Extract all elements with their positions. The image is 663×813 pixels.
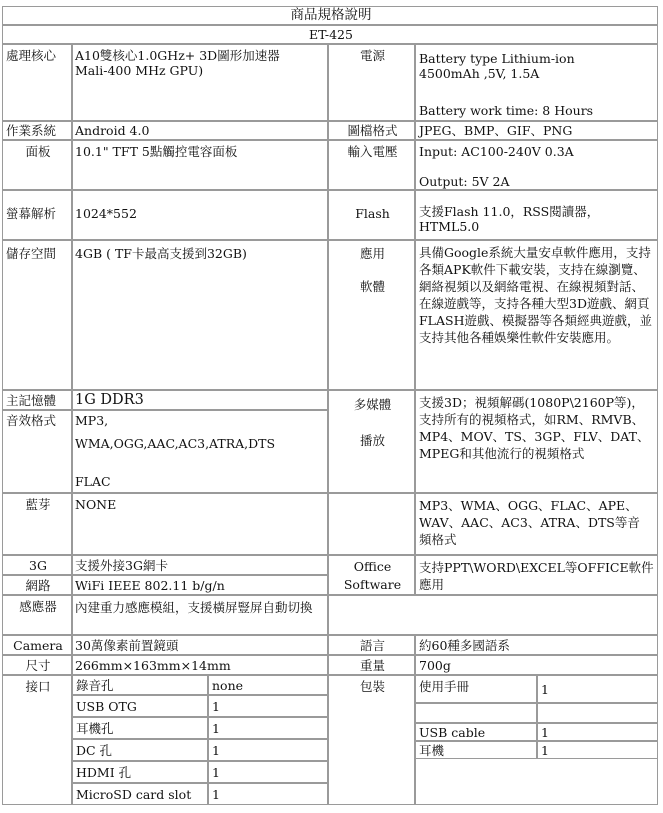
g3-value: 支援外接3G網卡: [75, 558, 168, 573]
office-label-1: Office: [353, 559, 392, 574]
audio-format-label-cell: [2, 410, 72, 493]
memory-value: 1G DDR3: [75, 392, 144, 408]
apps-label-1: 應用: [359, 246, 385, 261]
bluetooth-value-cell: [72, 493, 328, 555]
os-value-cell: [72, 121, 328, 140]
sensor-right-empty: [328, 595, 658, 635]
camera-label: Camera: [13, 638, 63, 653]
sensor-label-cell: [2, 595, 72, 635]
package-name-cell: [415, 741, 537, 759]
port-name: DC 孔: [76, 743, 113, 758]
panel-value-cell: [72, 140, 328, 190]
image-format-value-cell: [415, 121, 658, 140]
panel-label: 面板: [25, 144, 51, 159]
input-voltage-input: Input: AC100-240V 0.3A: [419, 144, 574, 159]
flash-label: Flash: [355, 206, 390, 221]
port-qty-cell: [208, 739, 328, 761]
language-label: 語言: [359, 638, 385, 653]
port-name: 耳機孔: [76, 721, 114, 736]
sensor-label: 感應器: [19, 599, 57, 614]
port-qty-cell: [208, 717, 328, 739]
package-name-cell: [415, 723, 537, 741]
cpu-value-cell: [72, 44, 328, 121]
model-number: ET-425: [309, 27, 353, 42]
memory-label-cell: [2, 390, 72, 410]
package-qty-cell: [537, 703, 658, 723]
multimedia-label-1: 多媒體: [353, 397, 392, 412]
language-value-cell: [415, 635, 658, 655]
sensor-value: 內建重力感應模組，支援橫屏豎屏自動切換: [75, 600, 313, 615]
image-format-value: JPEG、BMP、GIF、PNG: [419, 123, 573, 138]
package-qty-cell: [537, 723, 658, 741]
package-name-cell: [415, 675, 537, 703]
package-item-qty: 1: [541, 725, 549, 740]
resolution-label: 螢幕解析: [6, 206, 57, 221]
multimedia-audio-cell: [415, 493, 658, 555]
size-label: 尺寸: [25, 658, 51, 673]
port-name-cell: [72, 761, 208, 783]
package-label: 包裝: [359, 679, 385, 694]
ports-label: 接口: [25, 679, 51, 694]
bluetooth-label-cell: [2, 493, 72, 555]
bluetooth-value: NONE: [75, 497, 117, 512]
flash-value-cell: [415, 190, 658, 240]
os-label-cell: [2, 121, 72, 140]
language-label-cell: [328, 635, 415, 655]
audio-format-value-1: MP3,: [75, 413, 109, 428]
package-item-name: 使用手冊: [419, 679, 470, 694]
port-qty: none: [212, 678, 244, 693]
size-label-cell: [2, 655, 72, 675]
port-name-cell: [72, 695, 208, 717]
port-qty: 1: [212, 787, 220, 802]
storage-label-cell: [2, 240, 72, 390]
camera-value-cell: [72, 635, 328, 655]
port-qty-cell: [208, 695, 328, 717]
package-item-qty: 1: [541, 682, 549, 697]
g3-label-cell: [2, 555, 72, 575]
resolution-value: 1024*552: [75, 206, 137, 221]
sensor-value-cell: [72, 595, 328, 635]
port-name: MicroSD card slot: [76, 787, 192, 802]
power-label-cell: [328, 44, 415, 121]
port-name: HDMI 孔: [76, 765, 132, 780]
apps-value-cell: [415, 240, 658, 390]
port-qty-cell: [208, 783, 328, 805]
g3-label: 3G: [29, 558, 47, 573]
flash-label-cell: [328, 190, 415, 240]
package-qty-cell: [537, 675, 658, 703]
storage-value: 4GB ( TF卡最高支援到32GB): [75, 246, 247, 261]
camera-value: 30萬像素前置鏡頭: [75, 638, 179, 653]
audio-format-label: 音效格式: [6, 413, 57, 428]
multimedia-audio-value: MP3、WMA、OGG、FLAC、APE、WAV、AAC、AC3、ATRA、DTS等音頻格式: [419, 498, 640, 547]
network-label-cell: [2, 575, 72, 595]
battery-work-time: Battery work time: 8 Hours: [419, 103, 594, 118]
multimedia-label-2: 播放: [359, 433, 385, 448]
multimedia-audio-label-cell: [328, 493, 415, 555]
apps-value: 具備Google系統大量安卓軟件應用，支持各類APK軟件下載安裝，支持在線瀏覽、網絡視頻以及網絡電視、在線視頻對話、在線遊戲等，支持各種大型3D遊戲、網頁FLASH遊戲、模擬器等各類經典遊戲，並支持其他各種娛樂性軟件安裝應用。: [419, 245, 652, 345]
port-qty: 1: [212, 721, 220, 736]
sheet-title: 商品規格說明: [290, 7, 372, 23]
audio-format-value-cell: [72, 410, 328, 493]
language-value: 約60種多國語系: [419, 638, 510, 653]
input-voltage-label-cell: [328, 140, 415, 190]
bluetooth-label: 藍芽: [25, 497, 51, 512]
power-value-cell: [415, 44, 658, 121]
cpu-label: 處理核心: [6, 48, 57, 63]
multimedia-video-value: 支援3D；視頻解碼(1080P\2160P等)，支持所有的視頻格式，如RM、RMVB、MP4、MOV、TS、3GP、FLV、DAT、MPEG和其他流行的視頻格式: [419, 395, 650, 461]
input-voltage-value-cell: [415, 140, 658, 190]
cpu-label-cell: [2, 44, 72, 121]
port-name-cell: [72, 739, 208, 761]
package-item-qty: 1: [541, 743, 549, 758]
model-cell: [2, 25, 658, 44]
size-value: 266mm×163mm×14mm: [75, 658, 231, 673]
os-label: 作業系統: [6, 123, 57, 138]
panel-value: 10.1" TFT 5點觸控電容面板: [75, 144, 238, 159]
network-value-cell: [72, 575, 328, 595]
input-voltage-output: Output: 5V 2A: [419, 174, 510, 189]
office-value-cell: [415, 555, 658, 595]
cpu-value: A10雙核心1.0GHz+ 3D圖形加速器 Mali-400 MHz GPU): [75, 48, 280, 78]
office-label-cell: [328, 555, 415, 595]
port-qty: 1: [212, 765, 220, 780]
camera-label-cell: [2, 635, 72, 655]
panel-label-cell: [2, 140, 72, 190]
multimedia-video-cell: [415, 390, 658, 493]
port-name-cell: [72, 783, 208, 805]
multimedia-label-cell: [328, 390, 415, 493]
ports-label-cell: [2, 675, 72, 805]
resolution-label-cell: [2, 190, 72, 240]
power-label: 電源: [359, 48, 385, 63]
image-format-label: 圖檔格式: [347, 123, 398, 138]
package-name-cell: [415, 703, 537, 723]
apps-label-cell: [328, 240, 415, 390]
weight-label-cell: [328, 655, 415, 675]
audio-format-value-3: FLAC: [75, 474, 111, 489]
network-label: 網路: [25, 578, 51, 593]
port-qty-cell: [208, 761, 328, 783]
g3-value-cell: [72, 555, 328, 575]
memory-label: 主記憶體: [6, 393, 57, 408]
image-format-label-cell: [328, 121, 415, 140]
storage-value-cell: [72, 240, 328, 390]
os-value: Android 4.0: [75, 123, 150, 138]
package-qty-cell: [537, 741, 658, 759]
title-cell: [2, 6, 658, 25]
package-item-name: 耳機: [419, 743, 445, 758]
weight-label: 重量: [359, 658, 385, 673]
apps-label-2: 軟體: [359, 279, 385, 294]
port-qty: 1: [212, 699, 220, 714]
port-qty: 1: [212, 743, 220, 758]
port-qty-cell: [208, 675, 328, 695]
storage-label: 儲存空間: [6, 246, 57, 261]
port-name: 錄音孔: [76, 678, 114, 693]
office-value: 支持PPT\WORD\EXCEL等OFFICE軟件應用: [419, 560, 654, 592]
office-label-2: Software: [343, 577, 402, 592]
network-value: WiFi IEEE 802.11 b/g/n: [75, 578, 225, 593]
input-voltage-label: 輸入電壓: [347, 144, 398, 159]
flash-value: 支援Flash 11.0，RSS閱讀器，HTML5.0: [419, 204, 600, 234]
memory-value-cell: [72, 390, 328, 410]
package-label-cell: [328, 675, 415, 805]
battery-type: Battery type Lithium-ion 4500mAh ,5V, 1.5A: [419, 51, 575, 81]
port-name-cell: [72, 717, 208, 739]
port-name-cell: [72, 675, 208, 695]
port-name: USB OTG: [76, 699, 137, 714]
size-value-cell: [72, 655, 328, 675]
audio-format-value-2: WMA,OGG,AAC,AC3,ATRA,DTS: [75, 436, 276, 451]
package-item-name: USB cable: [419, 725, 486, 740]
weight-value-cell: [415, 655, 658, 675]
resolution-value-cell: [72, 190, 328, 240]
weight-value: 700g: [419, 658, 451, 673]
